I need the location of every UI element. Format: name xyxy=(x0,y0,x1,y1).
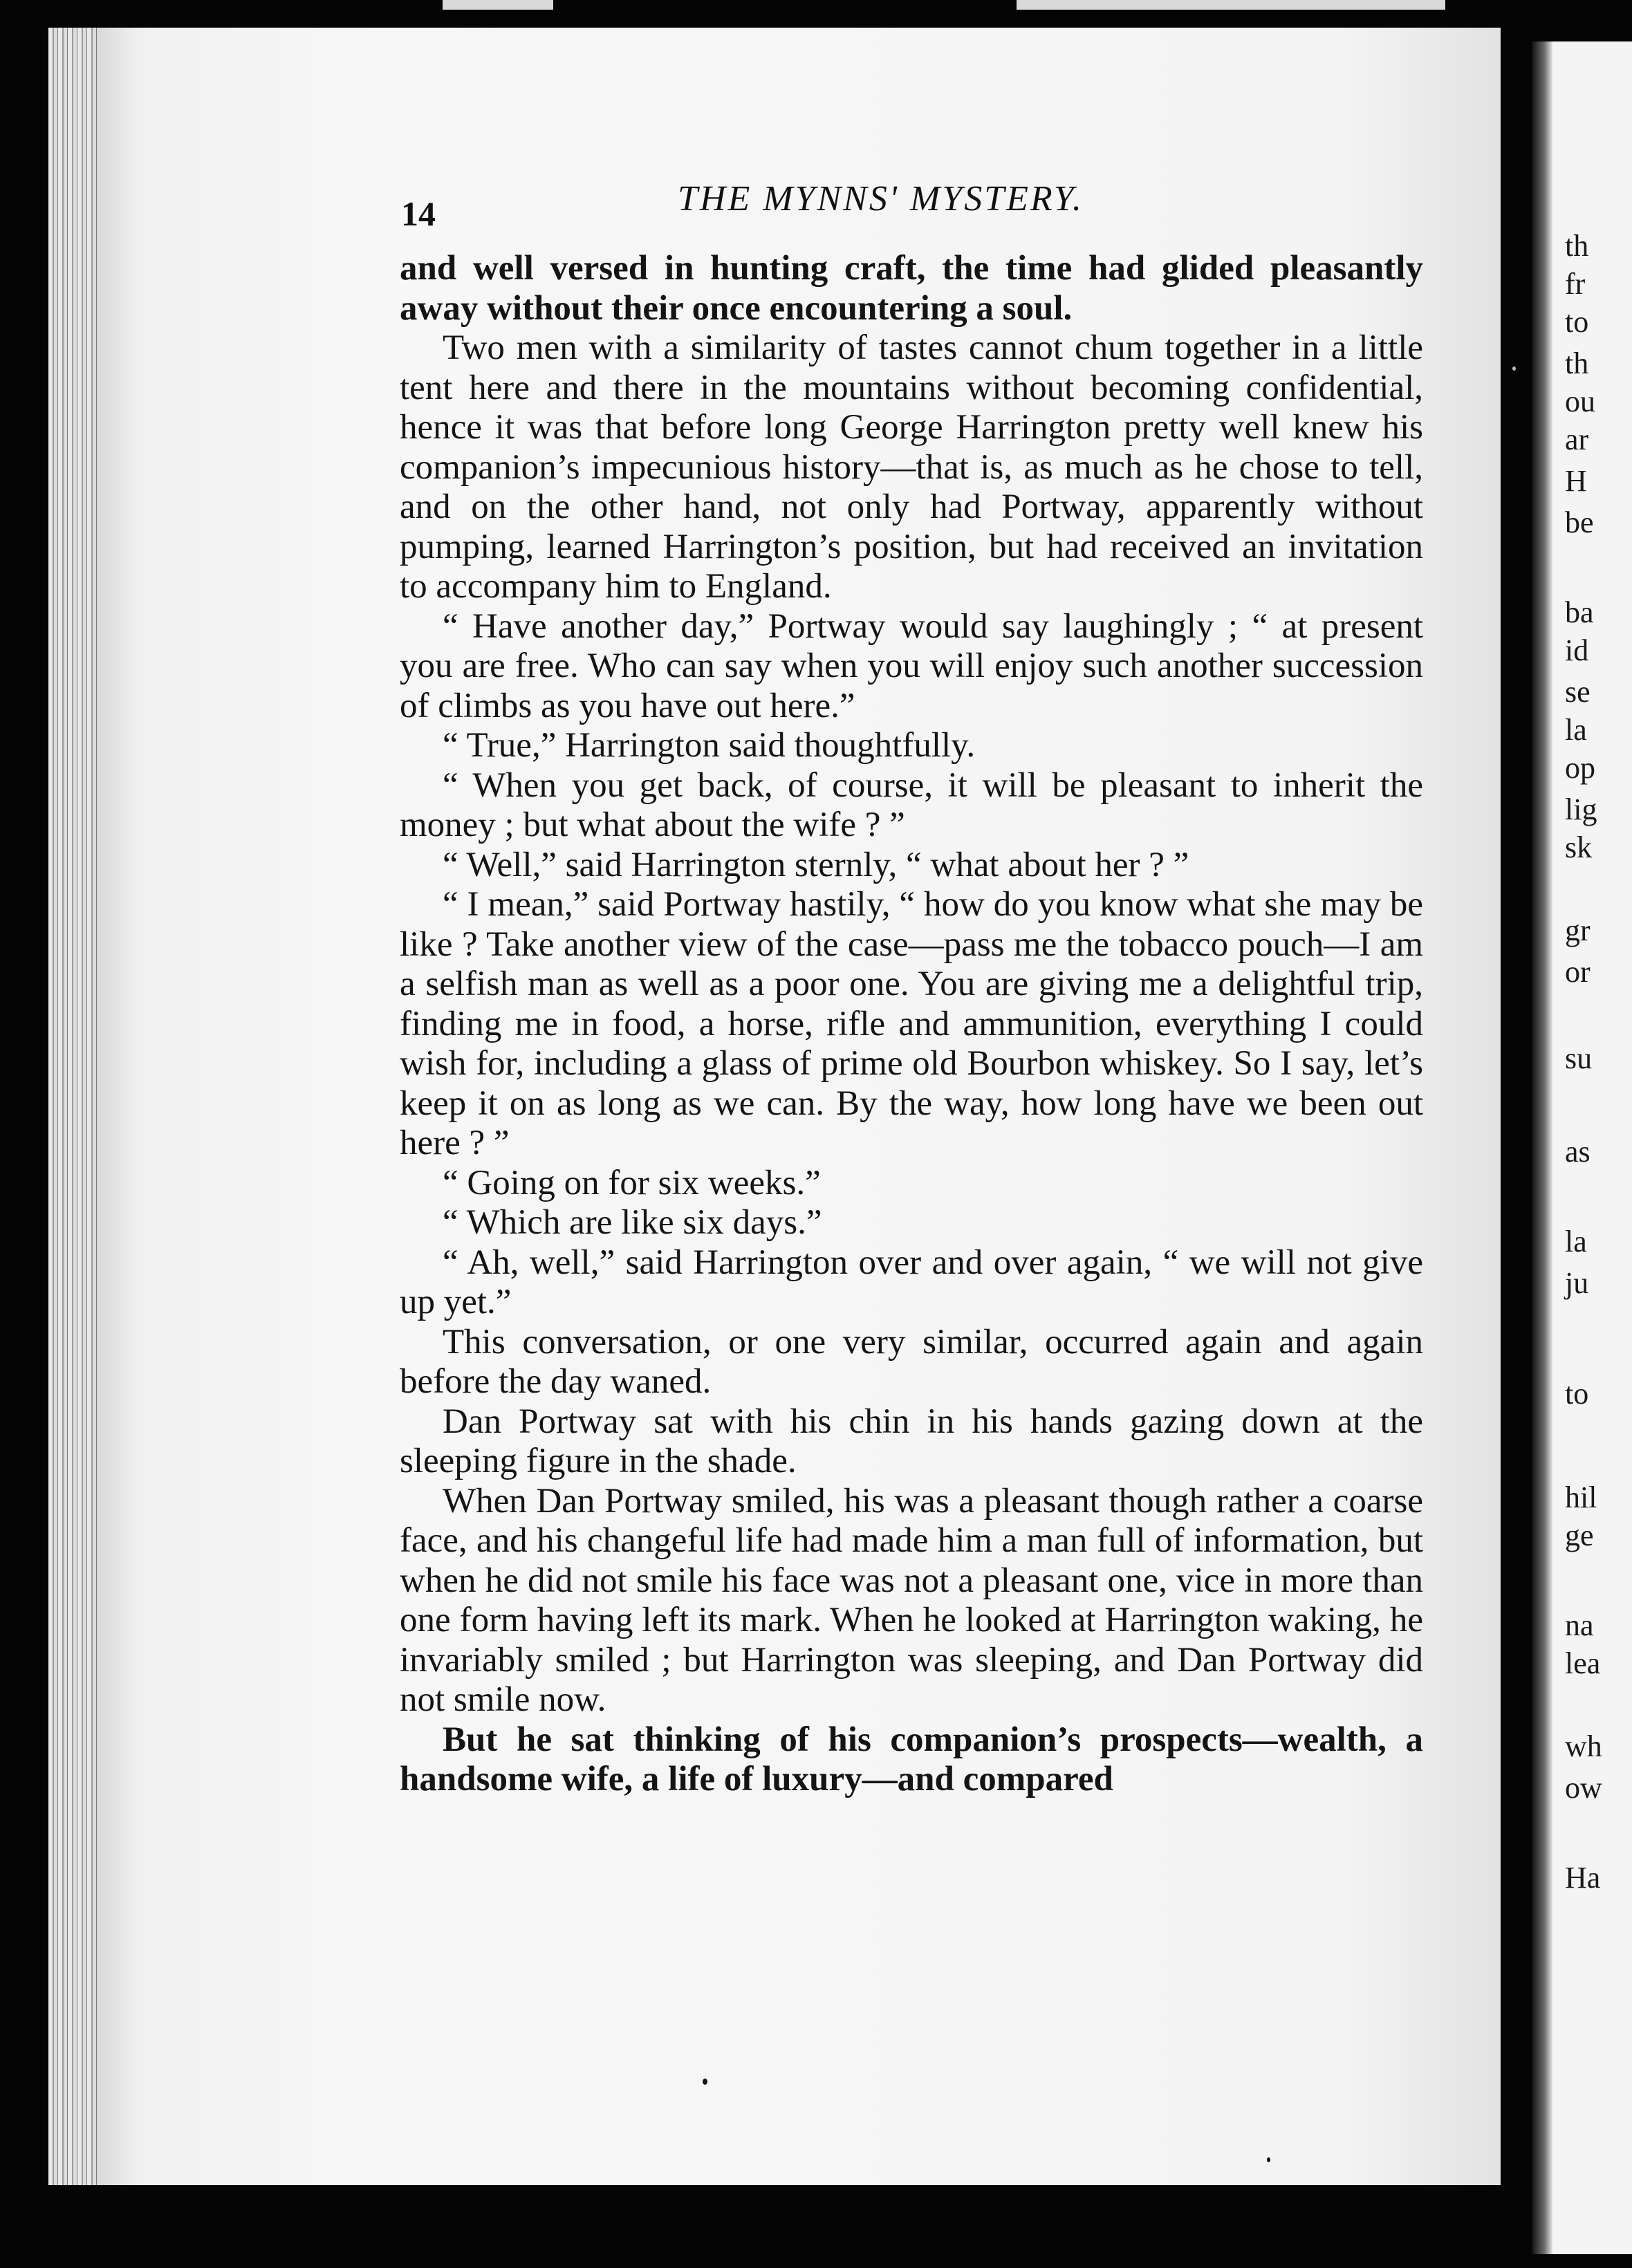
paragraph: But he sat thinking of his companion’s prospects—wealth, a handsome wife, a life of luxury—and compared xyxy=(400,1720,1423,1798)
facing-page-fragment: ow xyxy=(1565,1771,1602,1805)
facing-page-fragment: as xyxy=(1565,1135,1591,1169)
top-edge-mark xyxy=(1017,0,1445,10)
facing-page-fragment: be xyxy=(1565,505,1594,539)
facing-page-fragment: ou xyxy=(1565,384,1595,418)
facing-page-fragment: ar xyxy=(1565,422,1589,456)
facing-page-fragment: op xyxy=(1565,751,1595,785)
paragraph: “ Have another day,” Portway would say laughingly ; “ at present you are free. Who can say when you will enjoy such another succession of climbs as you have out here.” xyxy=(400,606,1423,725)
facing-page-fragment: se xyxy=(1565,675,1591,709)
facing-page-fragment: to xyxy=(1565,1377,1589,1411)
page-body xyxy=(400,249,1423,1800)
paragraph: “ Ah, well,” said Harrington over and over again, “ we will not give up yet.” xyxy=(400,1243,1423,1321)
facing-page-fragment: hil xyxy=(1565,1480,1597,1514)
page-header xyxy=(401,178,1438,233)
page-gutter xyxy=(1532,41,1552,2254)
paragraph: “ Well,” said Harrington sternly, “ what about her ? ” xyxy=(443,845,1189,884)
facing-page-fragment: lig xyxy=(1565,792,1597,826)
paragraph: Dan Portway sat with his chin in his hands gazing down at the sleeping figure in the shade. xyxy=(400,1402,1423,1480)
facing-page-fragment: ba xyxy=(1565,595,1594,629)
facing-page-fragment: la xyxy=(1565,1225,1587,1258)
facing-page-fragment: su xyxy=(1565,1041,1593,1075)
facing-page-fragment: or xyxy=(1565,955,1591,989)
facing-page-fragment: fr xyxy=(1565,267,1586,301)
facing-page-fragment: sk xyxy=(1565,830,1593,864)
facing-page-fragment: lea xyxy=(1565,1646,1601,1680)
facing-page-fragment: gr xyxy=(1565,913,1591,947)
paragraph: “ When you get back, of course, it will be pleasant to inherit the money ; but what about the wife ? ” xyxy=(400,765,1423,844)
running-title: THE MYNNS' MYSTERY. xyxy=(678,179,1084,219)
paragraph: This conversation, or one very similar, occurred again and again before the day waned. xyxy=(400,1322,1423,1401)
paragraph: “ True,” Harrington said thoughtfully. xyxy=(443,726,976,765)
paragraph: “ Which are like six days.” xyxy=(443,1203,822,1242)
paragraph: When Dan Portway smiled, his was a pleasant though rather a coarse face, and his changeful life had made him a man full of information, but when he did not smile his face was not a pleasant one, vice in more than one form having left its mark. When he looked at Harrington waking, he invariably smiled ; but Harrington was sleeping, and Dan Portway did not smile now. xyxy=(400,1481,1423,1719)
paragraph: “ Going on for six weeks.” xyxy=(443,1163,821,1202)
top-edge-mark xyxy=(443,0,553,10)
paragraph: and well versed in hunting craft, the time had glided pleasantly away without their once encountering a soul. xyxy=(400,249,1423,328)
paragraph: Two men with a similarity of tastes cannot chum together in a little tent here and there in the mountains without becoming confidential, hence it was that before long George Harrington pretty well knew his companion’s impecunious history—that is, as much as he chose to tell, and on the other hand, not only had Portway, apparently without pumping, learned Harrington’s position, but had received an invitation to accompany him to England. xyxy=(400,328,1423,606)
facing-page-edge xyxy=(1532,41,1632,2254)
facing-page-fragment: th xyxy=(1565,346,1589,380)
facing-page-fragment: wh xyxy=(1565,1729,1602,1763)
ink-speck xyxy=(1512,366,1516,371)
facing-page-fragment: H xyxy=(1565,464,1587,498)
page-number: 14 xyxy=(401,194,436,233)
facing-page-fragment: ge xyxy=(1565,1518,1594,1552)
paragraph: “ I mean,” said Portway hastily, “ how do you know what she may be like ? Take another view of the case—pass me the tobacco pouch—I am a selfish man as well as a poor one. You are giving me a delightful trip, finding me in food, a horse, rifle and ammunition, everything I could wish for, including a glass of prime old Bourbon whiskey. So I say, let’s keep it on as long as we can. By the way, how long have we been out here ? ” xyxy=(400,885,1423,1162)
facing-page-fragment: id xyxy=(1565,633,1589,667)
page-edge-stack xyxy=(48,28,97,2185)
ink-speck xyxy=(703,2079,707,2085)
ink-speck xyxy=(1267,2157,1270,2162)
facing-page-fragment: to xyxy=(1565,305,1589,339)
facing-page-fragment: na xyxy=(1565,1608,1594,1642)
facing-page-fragment: th xyxy=(1565,229,1589,263)
facing-page-fragment: ju xyxy=(1565,1266,1589,1300)
facing-page-fragment: la xyxy=(1565,713,1587,747)
facing-page-fragment: Ha xyxy=(1565,1861,1601,1895)
